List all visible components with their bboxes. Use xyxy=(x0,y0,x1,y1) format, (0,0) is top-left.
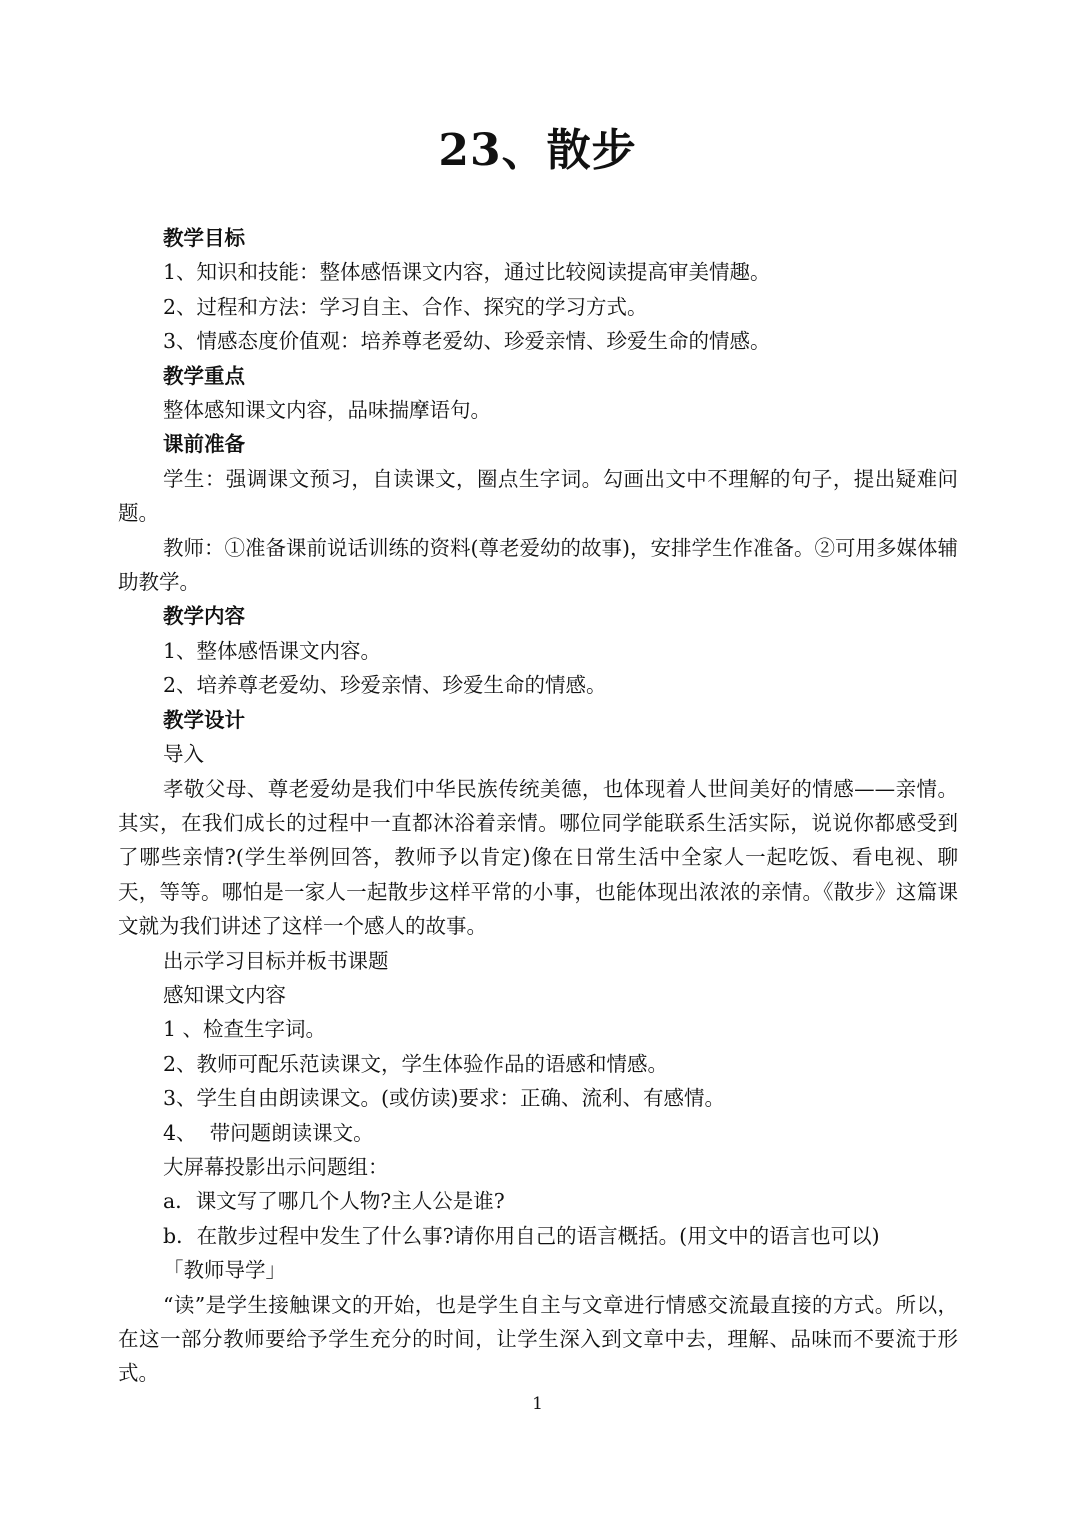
document-body xyxy=(118,221,958,1391)
show-goals-line: 出示学习目标并板书课题 xyxy=(163,948,389,973)
step-item: 2、教师可配乐范读课文，学生体验作品的语感和情感。 xyxy=(163,1051,669,1076)
perceive-label: 感知课文内容 xyxy=(163,982,286,1007)
step-item: 4、 带问题朗读课文。 xyxy=(163,1120,374,1145)
goal-item: 2、过程和方法：学习自主、合作、探究的学习方式。 xyxy=(163,294,648,319)
key-points-heading: 教学重点 xyxy=(163,363,245,388)
intro-label: 导入 xyxy=(163,742,204,767)
page-number: 1 xyxy=(532,1394,543,1414)
preparation-heading: 课前准备 xyxy=(163,432,245,457)
content-item: 2、培养尊老爱幼、珍爱亲情、珍爱生命的情感。 xyxy=(163,673,607,698)
step-item: 3、学生自由朗读课文。(或仿读)要求：正确、流利、有感情。 xyxy=(163,1086,726,1111)
intro-paragraph: 孝敬父母、尊老爱幼是我们中华民族传统美德，也体现着人世间美好的情感——亲情。其实，在我们成长的过程中一直都沐浴着亲情。哪位同学能联系生活实际，说说你都感受到了哪些亲情?(学生举例回答，教师予以肯定)像在日常生活中全家人一起吃饭、看电视、聊天，等等。哪怕是一家人一起散步这样平常的小事，也能体现出浓浓的亲情。《散步》这篇课文就为我们讲述了这样一个感人的故事。 xyxy=(118,776,958,939)
question-item: a．课文写了哪几个人物?主人公是谁? xyxy=(163,1189,505,1214)
guide-paragraph: “读”是学生接触课文的开始，也是学生自主与文章进行情感交流最直接的方式。所以，在这一部分教师要给予学生充分的时间，让学生深入到文章中去，理解、品味而不要流于形式。 xyxy=(118,1292,958,1386)
step-item: 1 、检查生字词。 xyxy=(163,1017,327,1042)
goal-item: 3、情感态度价值观：培养尊老爱幼、珍爱亲情、珍爱生命的情感。 xyxy=(163,329,771,354)
design-heading: 教学设计 xyxy=(163,707,245,732)
key-points-text: 整体感知课文内容，品味揣摩语句。 xyxy=(163,398,491,423)
content-heading: 教学内容 xyxy=(163,604,245,629)
preparation-student: 学生：强调课文预习，自读课文，圈点生字词。勾画出文中不理解的句子，提出疑难问题。 xyxy=(118,466,958,526)
question-item: b．在散步过程中发生了什么事?请你用自己的语言概括。(用文中的语言也可以) xyxy=(163,1223,880,1248)
guide-label: 「教师导学」 xyxy=(163,1258,286,1283)
projection-line: 大屏幕投影出示问题组： xyxy=(163,1154,389,1179)
goal-item: 1、知识和技能：整体感悟课文内容，通过比较阅读提高审美情趣。 xyxy=(163,260,771,285)
preparation-teacher: 教师：①准备课前说话训练的资料(尊老爱幼的故事)，安排学生作准备。②可用多媒体辅助教学。 xyxy=(118,535,958,595)
goals-heading: 教学目标 xyxy=(163,226,245,250)
content-item: 1、整体感悟课文内容。 xyxy=(163,638,382,663)
page-title: 23、散步 xyxy=(438,125,637,176)
